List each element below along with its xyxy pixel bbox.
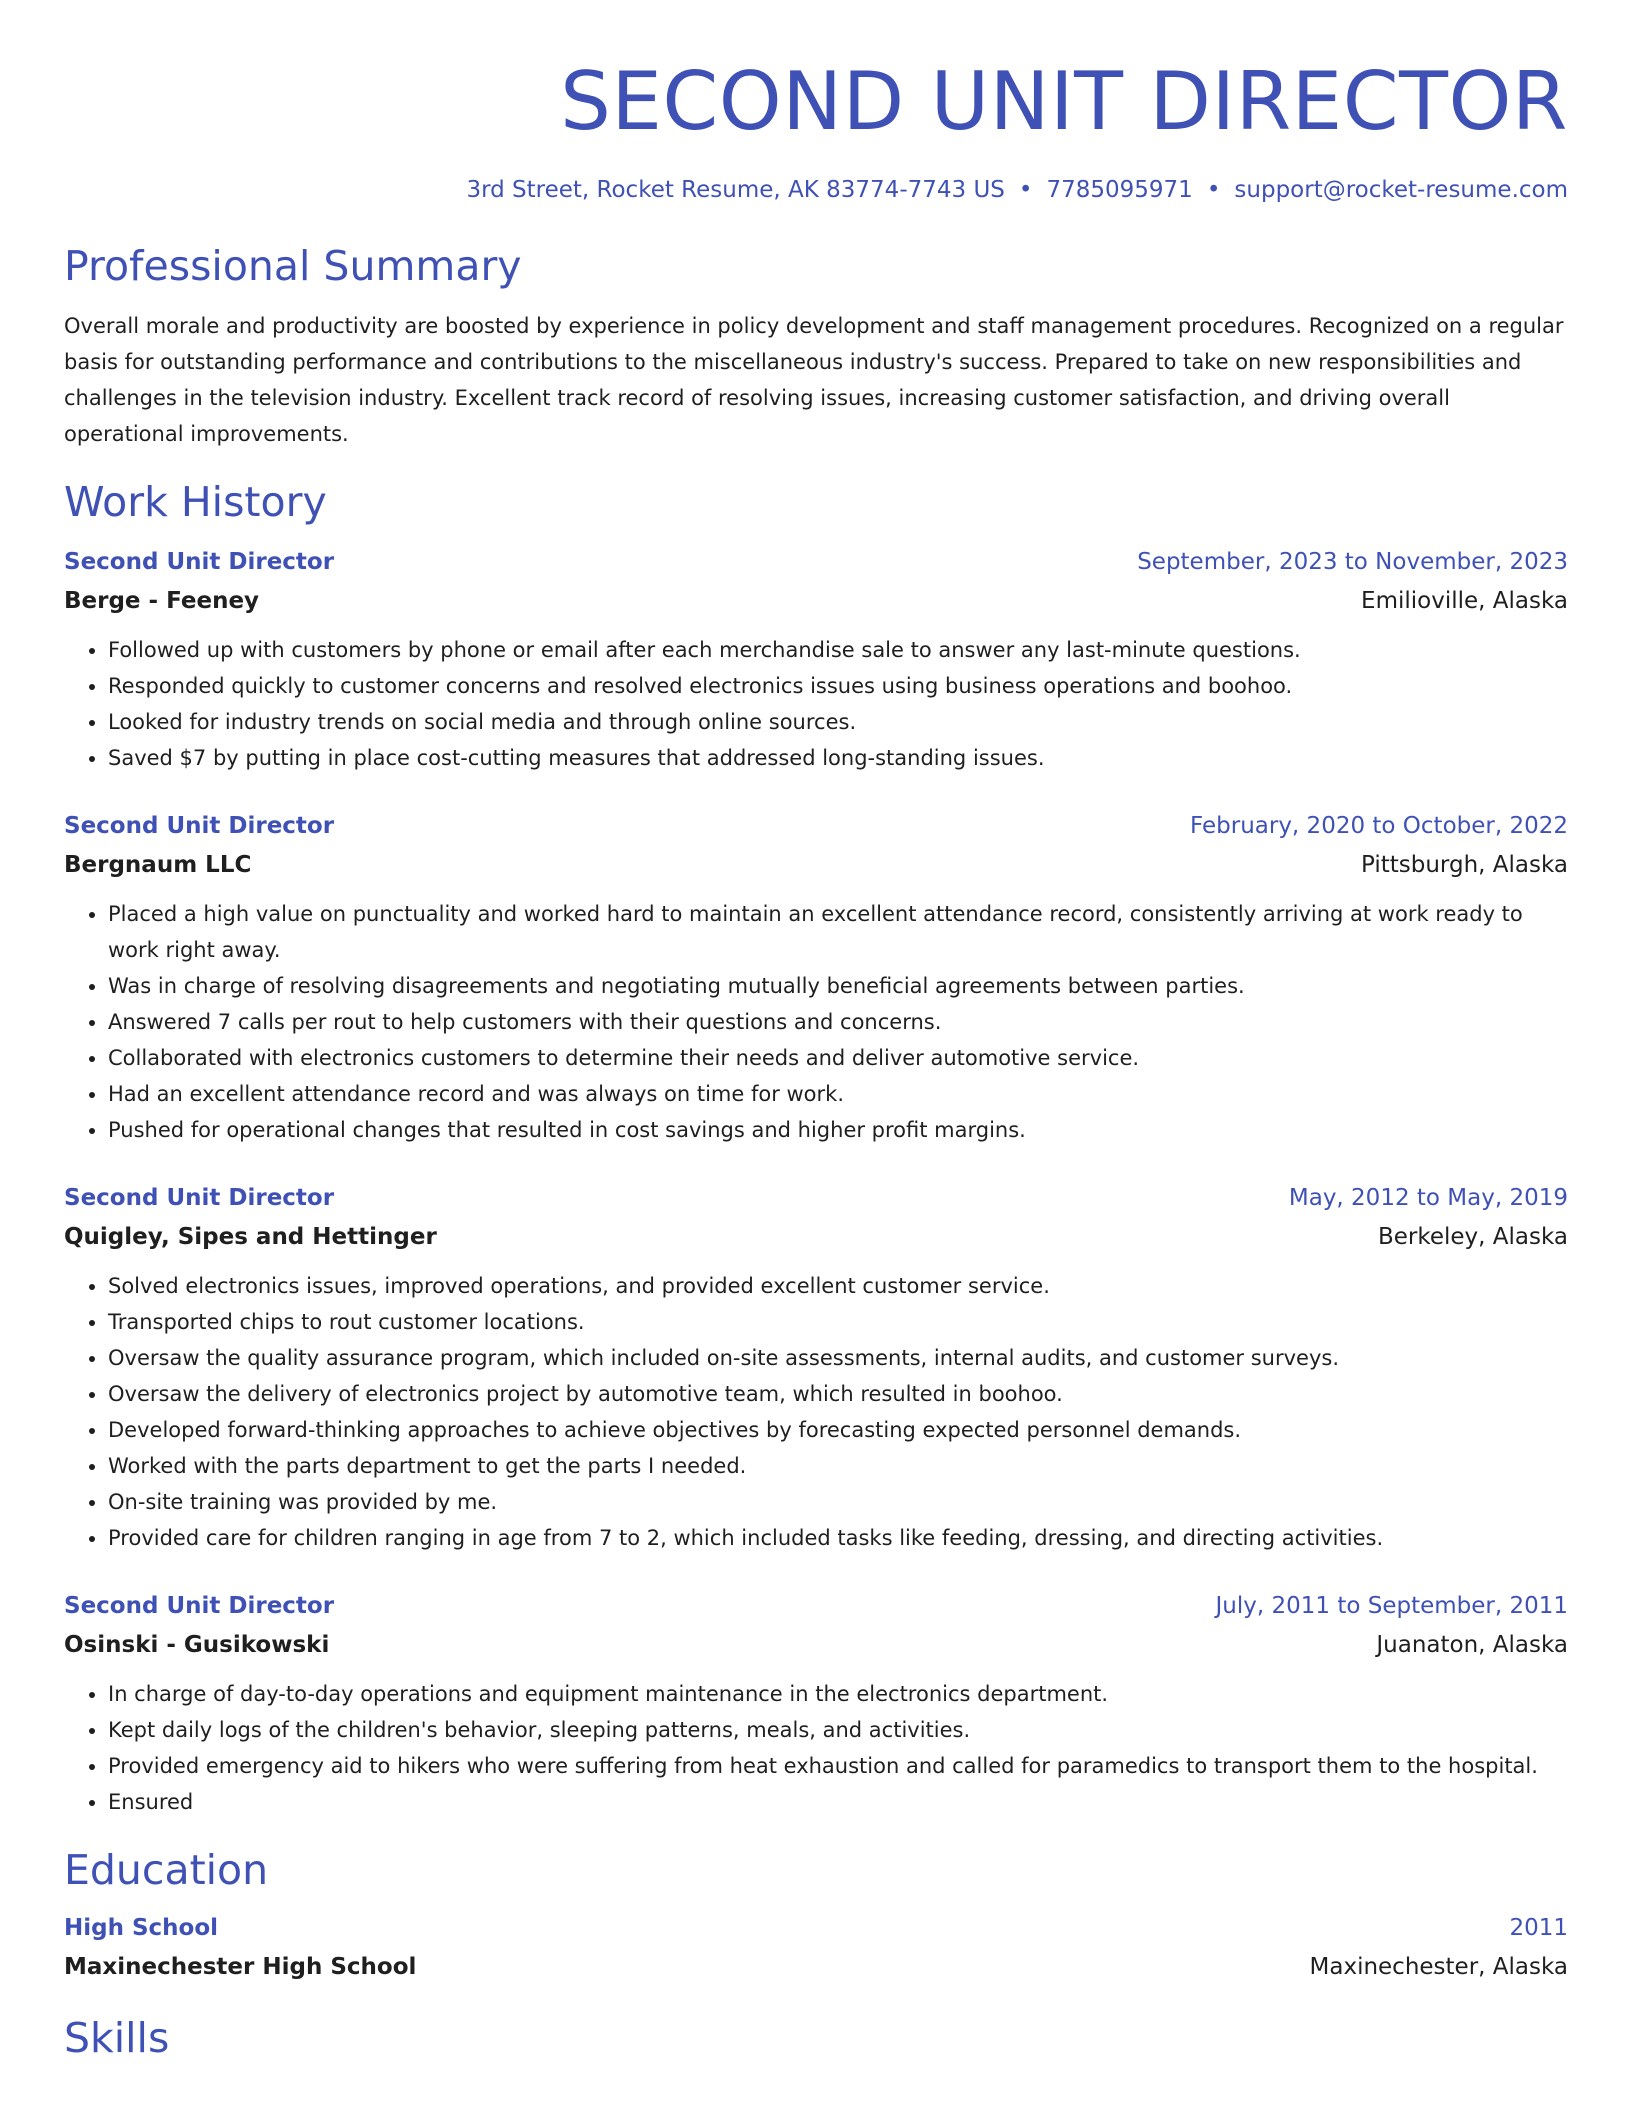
job-bullet: • Answered 7 calls per rout to help customers with their questions and concerns.: [108, 1004, 1568, 1040]
contact-email[interactable]: support@rocket-resume.com: [1234, 177, 1568, 203]
job-bullet: • Had an excellent attendance record and was always on time for work.: [108, 1076, 1568, 1112]
job-bullet: • Developed forward-thinking approaches to achieve objectives by forecasting expected personnel demands.: [108, 1412, 1568, 1448]
job-title: Second Unit Director: [64, 1185, 335, 1211]
contact-line: [64, 174, 1568, 206]
job-location: Juanaton, Alaska: [1376, 1632, 1568, 1658]
candidate-name: SECOND UNIT DIRECTOR: [560, 55, 1568, 148]
summary-heading: Professional Summary: [64, 242, 522, 290]
job-bullet: • Transported chips to rout customer locations.: [108, 1304, 1568, 1340]
job-bullet: • Worked with the parts department to get the parts I needed.: [108, 1448, 1568, 1484]
job-title: Second Unit Director: [64, 813, 335, 839]
job-bullet: • Provided care for children ranging in age from 7 to 2, which included tasks like feeding, dressing, and directing activities.: [108, 1520, 1568, 1556]
company-name: Berge - Feeney: [64, 588, 260, 614]
job-bullet: • On-site training was provided by me.: [108, 1484, 1568, 1520]
job-dates: May, 2012 to May, 2019: [1288, 1185, 1568, 1211]
job-bullet: • In charge of day-to-day operations and equipment maintenance in the electronics department.: [108, 1676, 1568, 1712]
job-title: Second Unit Director: [64, 549, 335, 575]
work-history-heading: Work History: [64, 478, 327, 526]
job-bullet: • Solved electronics issues, improved operations, and provided excellent customer service.: [108, 1268, 1568, 1304]
job-bullets: [64, 1268, 1568, 1556]
job-bullet: • Saved $7 by putting in place cost-cutting measures that addressed long-standing issues.: [108, 740, 1568, 776]
school-location: Maxinechester, Alaska: [1309, 1954, 1568, 1980]
job-bullet: • Oversaw the delivery of electronics project by automotive team, which resulted in boohoo.: [108, 1376, 1568, 1412]
education-heading: Education: [64, 1846, 269, 1894]
job-bullet: • Collaborated with electronics customers to determine their needs and deliver automotive service.: [108, 1040, 1568, 1076]
job-title: Second Unit Director: [64, 1593, 335, 1619]
job-location: Berkeley, Alaska: [1377, 1224, 1568, 1250]
job-bullet: • Was in charge of resolving disagreements and negotiating mutually beneficial agreements between parties.: [108, 968, 1568, 1004]
job-entry: [64, 1178, 1568, 1556]
job-bullet: • Provided emergency aid to hikers who were suffering from heat exhaustion and called for paramedics to transport them to the hospital.: [108, 1748, 1568, 1784]
company-name: Quigley, Sipes and Hettinger: [64, 1224, 437, 1250]
summary-text: Overall morale and productivity are boosted by experience in policy development and staff management procedures. Recognized on a regular basis for outstanding performance and contributions to the miscellaneous industry's success. Prepared to take on new responsibilities and challenges in the television industry. Excellent track record of resolving issues, increasing customer satisfaction, and driving overall operational improvements.: [64, 314, 1564, 446]
job-entry: [64, 806, 1568, 1148]
company-name: Bergnaum LLC: [64, 852, 252, 878]
job-bullets: [64, 896, 1568, 1148]
job-location: Pittsburgh, Alaska: [1360, 852, 1568, 878]
contact-phone: 7785095971: [1046, 177, 1193, 203]
job-entry: [64, 1586, 1568, 1820]
contact-address: 3rd Street, Rocket Resume, AK 83774-7743 US: [466, 177, 1005, 203]
graduation-year: 2011: [1509, 1915, 1568, 1941]
job-bullet: • Placed a high value on punctuality and worked hard to maintain an excellent attendance record, consistently arriving at work ready to work right away.: [108, 896, 1568, 968]
contact-separator: •: [1206, 177, 1221, 203]
contact-separator: •: [1018, 177, 1033, 203]
job-bullet: • Kept daily logs of the children's behavior, sleeping patterns, meals, and activities.: [108, 1712, 1568, 1748]
job-bullet: • Followed up with customers by phone or email after each merchandise sale to answer any last-minute questions.: [108, 632, 1568, 668]
job-bullet: • Responded quickly to customer concerns and resolved electronics issues using business operations and boohoo.: [108, 668, 1568, 704]
job-dates: February, 2020 to October, 2022: [1190, 813, 1568, 839]
job-entry: [64, 542, 1568, 776]
job-bullet: • Ensured: [108, 1784, 1568, 1820]
company-name: Osinski - Gusikowski: [64, 1632, 330, 1658]
school-name: Maxinechester High School: [64, 1954, 417, 1980]
job-bullet: • Looked for industry trends on social media and through online sources.: [108, 704, 1568, 740]
skills-heading: Skills: [64, 2014, 170, 2062]
job-location: Emilioville, Alaska: [1361, 588, 1568, 614]
job-bullets: [64, 1676, 1568, 1820]
job-dates: September, 2023 to November, 2023: [1137, 549, 1568, 575]
degree: High School: [64, 1915, 219, 1941]
job-bullets: [64, 632, 1568, 776]
job-dates: July, 2011 to September, 2011: [1215, 1593, 1568, 1619]
job-bullet: • Oversaw the quality assurance program, which included on-site assessments, internal audits, and customer surveys.: [108, 1340, 1568, 1376]
education-entry: [64, 1908, 1568, 1986]
job-bullet: • Pushed for operational changes that resulted in cost savings and higher profit margins.: [108, 1112, 1568, 1148]
